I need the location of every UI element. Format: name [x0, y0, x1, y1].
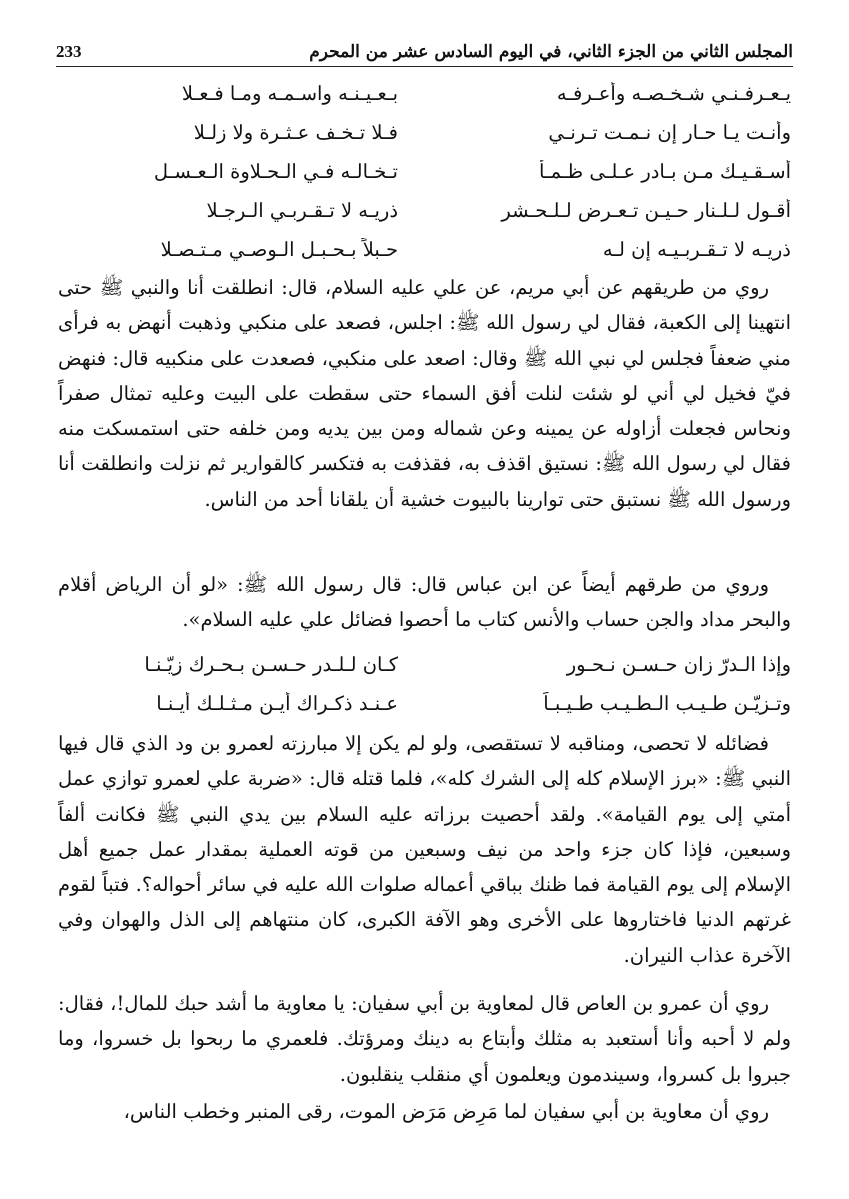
verse-line	[80, 74, 791, 113]
page-number: 233	[56, 42, 82, 61]
verse-second-hemistich: عـنـد ذكـراك أيـن مـثـلـك أيـنـا	[156, 692, 398, 715]
verse-line	[80, 230, 791, 269]
verse-line	[80, 684, 791, 723]
verse-second-hemistich: ذريـه لا تـقـربـي الـرجـلا	[206, 199, 398, 222]
verse-second-hemistich: بـعـيـنـه واسـمـه ومـا فـعـلا	[181, 82, 398, 105]
paragraph-ibn-abbas: وروي من طرقهم أيضاً عن ابن عباس قال: قال رسول الله ﷺ: «لو أن الرياض أقلام والبحر مداد والجن حساب والأنس كتاب ما أحصوا فضائل علي عليه السلام».	[58, 573, 791, 632]
verse-first-hemistich: وتـزيّـن طـيـب الـطـيـب طـيـبـاً	[543, 692, 791, 715]
header-title: المجلس الثاني من الجزء الثاني، في اليوم السادس عشر من المحرم	[309, 42, 793, 62]
verse-second-hemistich: حـبلاً بـحـبـل الـوصـي مـتـصـلا	[160, 238, 398, 261]
verse-first-hemistich: وإذا الـدرّ زان حـسـن نـحـور	[566, 653, 791, 676]
verse-second-hemistich: تـخـالـه فـي الـحـلاوة الـعـسـل	[153, 160, 398, 183]
verse-first-hemistich: وأنـت يـا حـار إن نـمـت تـرنـي	[548, 121, 791, 144]
verse-line	[80, 645, 791, 684]
paragraph-muawiya-illness: روي أن معاوية بن أبي سفيان لما مَرِض مَرَض الموت، رقى المنبر وخطب الناس،	[123, 1100, 769, 1123]
verse-first-hemistich: ذريـه لا تـقـربـيـه إن لـه	[602, 238, 791, 261]
poem-block-2	[80, 645, 791, 723]
page-header	[56, 28, 793, 67]
verse-line	[80, 152, 791, 191]
verse-second-hemistich: فـلا تـخـف عـثـرة ولا زلـلا	[193, 121, 398, 144]
paragraph-abi-maryam: روي من طريقهم عن أبي مريم، عن علي عليه السلام، قال: انطلقت أنا والنبي ﷺ حتى انتهينا إلى الكعبة، فقال لي رسول الله ﷺ: اجلس، فصعد على منكبي وذهبت أنهض به فرأى مني ضعفاً فجلس لي نبي الله ﷺ وقال: اصعد على منكبي، فصعدت على منكبيه قال: فنهض فيّ فخيل لي أني لو شئت لنلت أفق السماء حتى سقطت على البيت وعليه تمثال صفراً ونحاس فجعلت أزاوله عن يمينه وعن شماله ومن بين يديه ومن خلفه حتى استمسكت منه فقال لي رسول الله ﷺ: نستيق اقذف به، فقذفت به فتكسر كالقوارير ثم نزلت وانطلقت أنا ورسول الله ﷺ نستبق حتى توارينا بالبيوت خشية أن يلقانا أحد من الناس.	[58, 276, 791, 511]
verse-line	[80, 113, 791, 152]
verse-line	[80, 191, 791, 230]
verse-first-hemistich: أقـول لـلـنار حـيـن تـعـرض لـلـحـشر	[501, 199, 791, 222]
verse-first-hemistich: أسـقـيـك مـن بـادر عـلـى ظـمـأ	[539, 160, 791, 183]
paragraph-virtues: فضائله لا تحصى، ومناقبه لا تستقصى، ولو لم يكن إلا مبارزته لعمرو بن ود الذي قال فيها النبي ﷺ: «برز الإسلام كله إلى الشرك كله»، فلما قتله قال: «ضربة علي لعمرو توازي عمل أمتي إلى يوم القيامة». ولقد أحصيت برزاته عليه السلام بين يدي النبي ﷺ فكانت ألفاً وسبعين، فإذا كان جزء واحد من نيف وسبعين من قوته العملية بمقدار عمل جميع أهل الإسلام إلى يوم القيامة فما ظنك بباقي أعماله صلوات الله عليه في سائر أحواله؟. فتباً لقوم غرتهم الدنيا فاختاروها على الأخرى وهو الآفة الكبرى، كان منتهاهم إلى الذل والهوان وفي الآخرة عذاب النيران.	[58, 732, 791, 967]
paragraph-amr-muawiya: روي أن عمرو بن العاص قال لمعاوية بن أبي سفيان: يا معاوية ما أشد حبك للمال!، فقال: ولم لا أحبه وأنا أستعبد به مثلك وأبتاع به دينك ومرؤتك. فلعمري ما ربحوا بل خسروا، وما جبروا بل كسروا، وسيندمون ويعلمون أي منقلب ينقلبون.	[58, 992, 791, 1086]
verse-first-hemistich: يـعـرفـنـي شـخـصـه وأعـرفـه	[556, 82, 791, 105]
verse-second-hemistich: كـان لـلـدر حـسـن بـحـرك زيّـنـا	[144, 653, 398, 676]
poem-block-1	[80, 74, 791, 269]
